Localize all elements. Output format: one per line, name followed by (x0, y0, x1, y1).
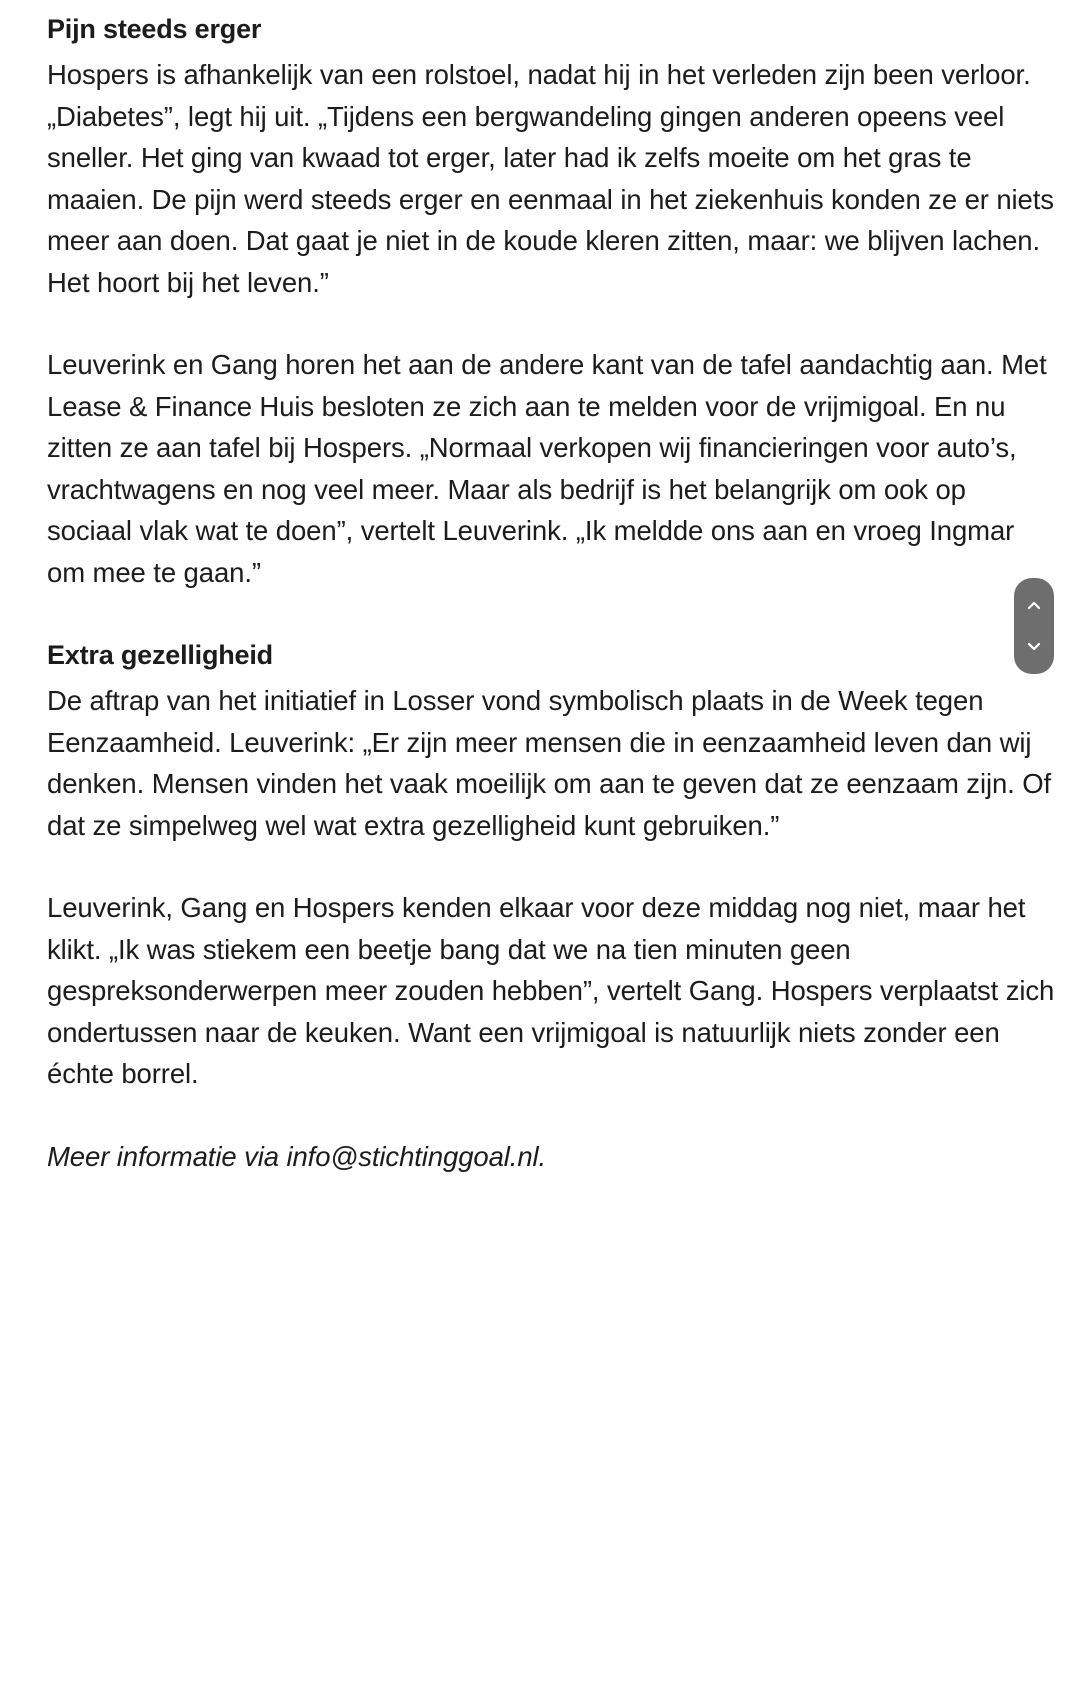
scroll-down-button[interactable] (1019, 631, 1049, 661)
section-heading-pijn: Pijn steeds erger (47, 14, 262, 44)
article-body (47, 0, 1057, 1218)
paragraph-2: Leuverink en Gang horen het aan de andere kant van de tafel aandachtig aan. Met Lease & Finance Huis besloten ze zich aan te melden voor de vrijmigoal. En nu zitten ze aan tafel bij Hospers. „Normaal verkopen wij financieringen voor auto’s, vrachtwagens en nog veel meer. Maar als bedrijf is het belangrijk om ook op sociaal vlak wat te doen”, vertelt Leuverink. „Ik meldde ons aan en vroeg Ingmar om mee te gaan.” (47, 349, 1047, 588)
contact-info: Meer informatie via info@stichtinggoal.nl. (47, 1140, 547, 1172)
scroll-up-button[interactable] (1019, 591, 1049, 621)
paragraph-4: Leuverink, Gang en Hospers kenden elkaar voor deze middag nog niet, maar het klikt. „Ik was stiekem een beetje bang dat we na tien minuten geen gespreksonderwerpen meer zouden hebben”, vertelt Gang. Hospers verplaatst zich ondertussen naar de keuken. Want een vrijmigoal is natuurlijk niets zonder een échte borrel. (47, 892, 1055, 1089)
section-heading-extra: Extra gezelligheid (47, 640, 273, 670)
paragraph-3: De aftrap van het initiatief in Losser vond symbolisch plaats in de Week tegen Eenzaamheid. Leuverink: „Er zijn meer mensen die in eenzaamheid leven dan wij denken. Mensen vinden het vaak moeilijk om aan te geven dat ze eenzaam zijn. Of dat ze simpelweg wel wat extra gezelligheid kunt gebruiken.” (47, 685, 1052, 841)
chevron-up-icon (1025, 597, 1043, 615)
scroll-control[interactable] (1014, 578, 1054, 674)
paragraph-1: Hospers is afhankelijk van een rolstoel, nadat hij in het verleden zijn been verloor. „Diabetes”, legt hij uit. „Tijdens een bergwandeling gingen anderen opeens veel sneller. Het ging van kwaad tot erger, later had ik zelfs moeite om het gras te maaien. De pijn werd steeds erger en eenmaal in het ziekenhuis konden ze er niets meer aan doen. Dat gaat je niet in de koude kleren zitten, maar: we blijven lachen. Het hoort bij het leven.” (47, 59, 1054, 298)
chevron-down-icon (1025, 637, 1043, 655)
